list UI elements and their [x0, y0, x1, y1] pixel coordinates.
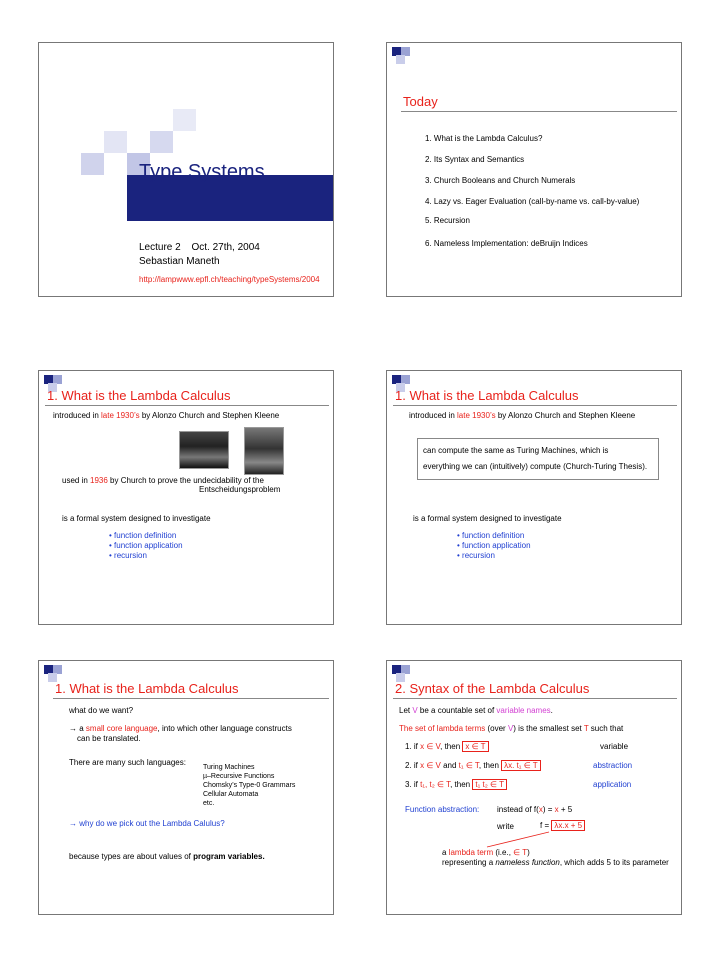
- title-band-left: [39, 175, 127, 221]
- why-line: → why do we pick out the Lambda Calulus?: [69, 819, 225, 828]
- lang-item: Chomsky’s Type-0 Grammars: [203, 782, 296, 789]
- set-line: The set of lambda terms (over V) is the smallest set T such that: [399, 724, 624, 733]
- author: Sebastian Maneth: [139, 256, 220, 267]
- formal-line: is a formal system designed to investigate: [62, 514, 211, 523]
- slide-lambda-why: [38, 660, 334, 915]
- used-line-2: Entscheidungsproblem: [199, 485, 281, 494]
- title-rule: [401, 111, 677, 112]
- deco-square: [104, 131, 127, 153]
- used-line: used in 1936 by Church to prove the undecidability of the: [62, 476, 264, 485]
- slide-title: Today: [403, 94, 438, 109]
- agenda-item: 5. Recursion: [425, 216, 470, 225]
- bullet-item: • recursion: [457, 551, 495, 560]
- agenda-item: 2. Its Syntax and Semantics: [425, 155, 525, 164]
- function-abstraction-label: Function abstraction:: [405, 805, 480, 814]
- slide-title: 1. What is the Lambda Calculus: [47, 388, 231, 403]
- intro-line: introduced in late 1930’s by Alonzo Church and Stephen Kleene: [409, 411, 636, 420]
- arrow-line-2: can be translated.: [77, 734, 141, 743]
- bullet-item: • recursion: [109, 551, 147, 560]
- lang-item: etc.: [203, 800, 215, 807]
- rule-label: application: [593, 780, 632, 789]
- slide-lambda-intro: [38, 370, 334, 625]
- deco-square: [81, 153, 104, 175]
- portrait-kleene-image: [244, 427, 284, 475]
- bullet-item: • function definition: [457, 531, 525, 540]
- want-line: what do we want?: [69, 706, 134, 715]
- box-line: can compute the same as Turing Machines, which is: [423, 446, 609, 455]
- slide-lambda-turing: [386, 370, 682, 625]
- lecture-number: Lecture 2: [139, 242, 181, 253]
- lang-item: Turing Machines: [203, 764, 255, 771]
- slide-title: [38, 42, 334, 297]
- slide-logo-icon: [392, 47, 410, 65]
- slide-today: [386, 42, 682, 297]
- intro-line: introduced in late 1930’s by Alonzo Church and Stephen Kleene: [53, 411, 280, 420]
- let-line: Let V be a countable set of variable names.: [399, 706, 553, 715]
- lang-item: Cellular Automata: [203, 791, 259, 798]
- note-line-2: representing a nameless function, which adds 5 to its parameter: [442, 858, 669, 867]
- lambda-definition: f = λx.x + 5: [540, 821, 585, 830]
- note-line: a lambda term (i.e., ∈ T): [442, 848, 530, 857]
- rule-label: variable: [600, 742, 629, 751]
- title-rule: [53, 698, 329, 699]
- write-label: write: [497, 822, 514, 831]
- agenda-item: 6. Nameless Implementation: deBruijn Indices: [425, 239, 588, 248]
- instead-line: instead of f(x) = x + 5: [497, 805, 573, 814]
- title-rule: [393, 405, 677, 406]
- agenda-item: 1. What is the Lambda Calculus?: [425, 134, 543, 143]
- slide-title: 1. What is the Lambda Calculus: [395, 388, 579, 403]
- rule-label: abstraction: [593, 761, 633, 770]
- rule-application: 3. if t₁, t₂ ∈ T, then t₁ t₂ ∈ T: [405, 780, 507, 789]
- presentation-title: Type Systems: [139, 161, 265, 183]
- bullet-item: • function application: [457, 541, 531, 550]
- title-rule: [45, 405, 329, 406]
- slide-syntax: [386, 660, 682, 915]
- slide-title: 1. What is the Lambda Calculus: [55, 681, 239, 696]
- slide-title: 2. Syntax of the Lambda Calculus: [395, 681, 590, 696]
- rule-variable: 1. if x ∈ V, then x ∈ T: [405, 742, 489, 751]
- pointer-arrow-icon: [387, 661, 682, 915]
- portrait-church-image: [179, 431, 229, 469]
- lecture-date: Oct. 27th, 2004: [191, 242, 260, 253]
- rule-abstraction: 2. if x ∈ V and t₁ ∈ T, then λx. t₁ ∈ T: [405, 761, 541, 770]
- agenda-item: 3. Church Booleans and Church Numerals: [425, 176, 576, 185]
- box-line: everything we can (intuitively) compute (Church-Turing Thesis).: [423, 462, 648, 471]
- formal-line: is a formal system designed to investigate: [413, 514, 562, 523]
- lecture-label: [139, 242, 260, 253]
- deco-square: [173, 109, 196, 131]
- bullet-item: • function application: [109, 541, 183, 550]
- agenda-item: 4. Lazy vs. Eager Evaluation (call-by-name vs. call-by-value): [425, 197, 640, 206]
- because-line: because types are about values of program variables.: [69, 852, 265, 861]
- many-line: There are many such languages:: [69, 758, 186, 767]
- church-turing-box: [417, 438, 659, 480]
- bullet-item: • function definition: [109, 531, 177, 540]
- arrow-line: → a small core language, into which other language constructs: [69, 724, 292, 733]
- course-url[interactable]: http://lampwww.epfl.ch/teaching/typeSystems/2004: [139, 275, 320, 284]
- lang-item: µ–Recursive Functions: [203, 773, 275, 780]
- deco-square: [150, 131, 173, 153]
